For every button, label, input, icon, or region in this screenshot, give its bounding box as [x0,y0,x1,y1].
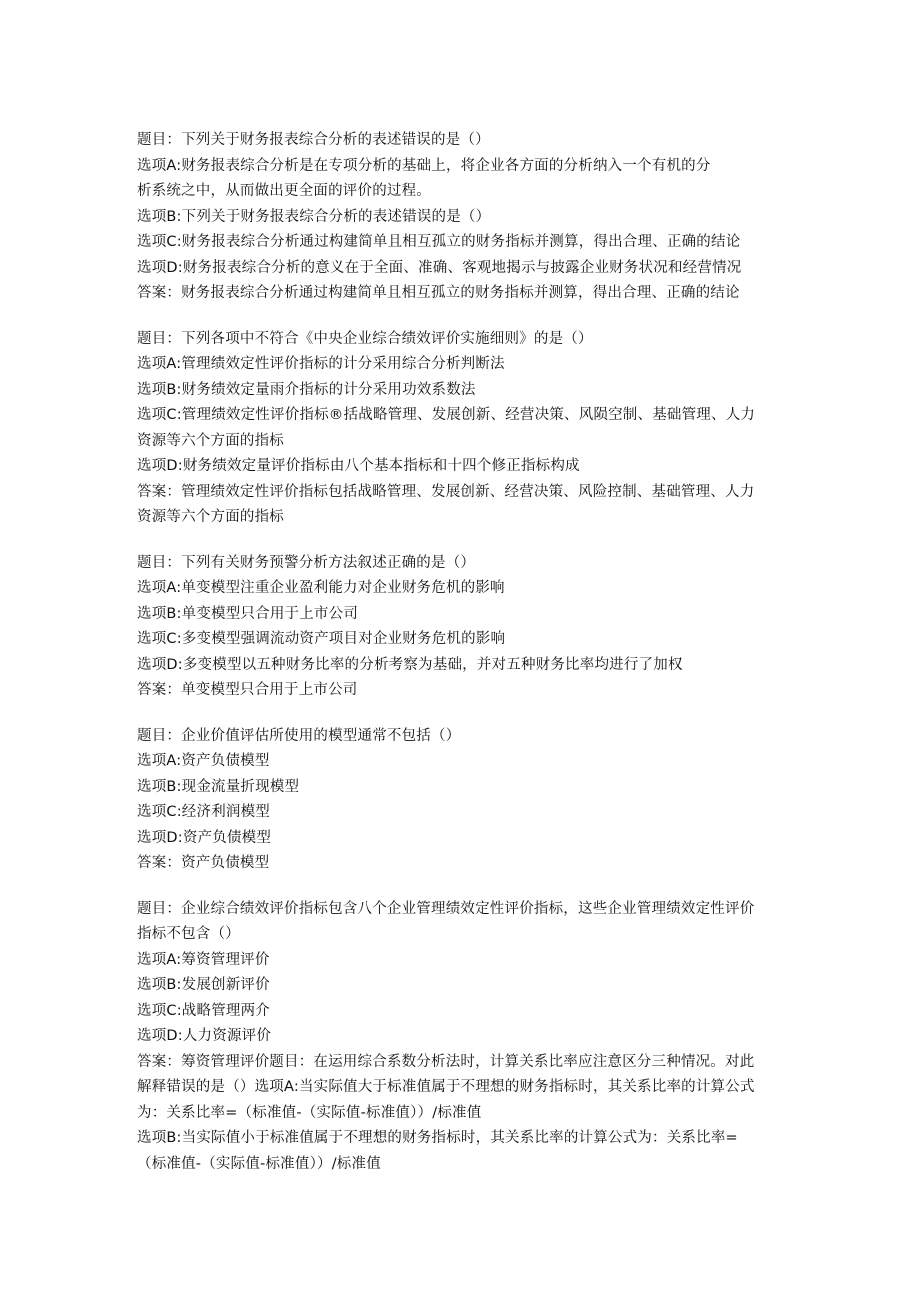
question-block-5 [137,897,797,1178]
question-4-answer: 答案：资产负债模型 [137,855,270,871]
question-6-text-cont-2: 为：关系比率=（标准值-（实际值-标准值））/标准值 [137,1104,482,1121]
question-6-text-cont-1: 解释错误的是（）选项A:当实际值大于标准值属于不理想的财务指标时，其关系比率的计算公式 [137,1079,755,1095]
question-2-option-a: 选项A:管理绩效定性评价指标的计分采用综合分析判断法 [137,356,505,372]
question-2-option-b: 选项B:财务绩效定量雨介指标的计分采用功效系数法 [137,381,476,398]
question-2-option-c-cont: 资源等六个方面的指标 [137,432,284,449]
question-2-title: 题目：下列各项中不符合《中央企业综合绩效评价实施细则》的是（） [137,330,593,347]
question-3-option-a: 选项A:单变模型注重企业盈利能力对企业财务危机的影响 [137,580,505,596]
question-block-1 [137,128,797,307]
question-1-answer: 答案：财务报表综合分析通过构建简单且相互孤立的财务指标并测算，得出合理、正确的结论 [137,285,740,301]
question-6-option-b-cont: （标准值-（实际值-标准值））/标准值 [137,1155,381,1172]
question-5-option-c: 选项C:战略管理两介 [137,1002,271,1019]
question-3-option-d: 选项D:多变模型以五种财务比率的分析考察为基础，并对五种财务比率均进行了加权 [137,656,683,673]
question-1-option-d: 选项D:财务报表综合分析的意义在于全面、准确、客观地揭示与披露企业财务状况和经营情况 [137,259,742,276]
question-4-option-a: 选项A:资产负债模型 [137,753,270,769]
question-2-answer: 答案：管理绩效定性评价指标包括战略管理、发展创新、经营决策、风险控制、基础管理、人力 [137,483,755,500]
question-5-title: 题目：企业综合绩效评价指标包含八个企业管理绩效定性评价指标，这些企业管理绩效定性评价 [137,900,755,917]
question-4-option-c: 选项C:经济利润模型 [137,804,271,820]
question-4-option-b: 选项B:现金流量折现模型 [137,778,300,795]
question-2-answer-cont: 资源等六个方面的指标 [137,509,284,525]
question-1-option-a: 选项A:财务报表综合分析是在专项分析的基础上，将企业各方面的分析纳入一个有机的分 [137,157,711,174]
question-block-2 [137,327,797,531]
block-spacer [137,877,797,897]
question-1-option-b: 选项B:下列关于财务报表综合分析的表述错误的是（） [137,208,491,225]
question-2-option-d: 选项D:财务绩效定量评价指标由八个基本指标和十四个修正指标构成 [137,458,580,474]
question-4-option-d: 选项D:资产负债模型 [137,829,272,846]
question-1-option-a-cont: 析系统之中，从而做出更全面的评价的过程。 [137,183,431,199]
question-3-option-b: 选项B:单变模型只合用于上市公司 [137,605,359,622]
question-5-answer: 答案：筹资管理评价题目：在运用综合系数分析法时，计算关系比率应注意区分三种情况。对此 [137,1053,755,1070]
question-1-title: 题目：下列关于财务报表综合分析的表述错误的是（） [137,132,490,148]
question-5-option-b: 选项B:发展创新评价 [137,977,270,993]
block-spacer [137,704,797,724]
question-2-option-c: 选项C:管理绩效定性评价指标®括战略管理、发展创新、经营决策、风陨空制、基础管理、人力 [137,407,756,423]
question-3-option-c: 选项C:多变模型强调流动资产项目对企业财务危机的影响 [137,631,506,647]
question-3-title: 题目：下列有关财务预警分析方法叙述正确的是（） [137,554,476,571]
question-block-3 [137,551,797,704]
block-spacer [137,307,797,327]
question-6-option-b: 选项B:当实际值小于标准值属于不理想的财务指标时，其关系比率的计算公式为：关系比率= [137,1130,738,1146]
question-4-title: 题目：企业价值评估所使用的模型通常不包括（） [137,727,461,744]
block-spacer [137,531,797,551]
document-page [137,128,797,1177]
question-5-option-d: 选项D:人力资源评价 [137,1028,272,1044]
question-3-answer: 答案：单变模型只合用于上市公司 [137,682,358,698]
question-1-option-c: 选项C:财务报表综合分析通过构建简单且相互孤立的财务指标并测算，得出合理、正确的结论 [137,234,741,250]
question-block-4 [137,724,797,877]
question-5-option-a: 选项A:筹资管理评价 [137,951,270,968]
question-5-title-cont: 指标不包含（） [137,926,240,942]
